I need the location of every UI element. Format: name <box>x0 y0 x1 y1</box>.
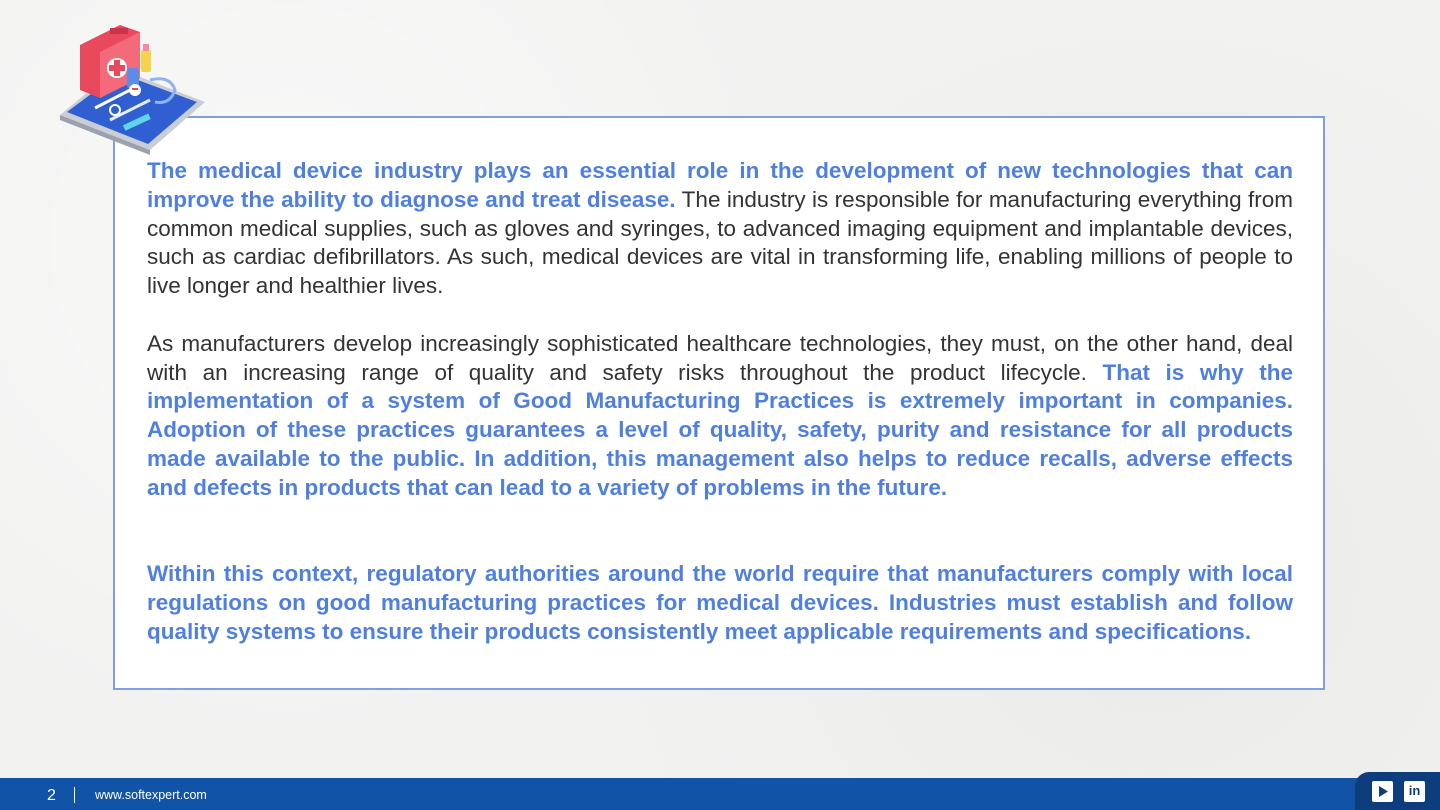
body-text <box>147 157 1293 647</box>
paragraph-2-highlight: That is why the implementation of a system of Good Manufacturing Practices is extremely important in companies. Adoption of these practices guarantees a level of quality, safety, purity and resistance for all products made available to the public. In addition, this management also helps to reduce recalls, adverse effects and defects in products that can lead to a variety of problems in the future. <box>147 359 1293 500</box>
social-tab <box>1355 772 1440 810</box>
paragraph-2 <box>147 330 1293 503</box>
paragraph-3 <box>147 560 1293 646</box>
footer-divider <box>74 787 75 803</box>
paragraph-3-highlight: Within this context, regulatory authorities around the world require that manufacturers comply with local regulations on good manufacturing practices for medical devices. Industries must establish and follow quality systems to ensure their products consistently meet applicable requirements and specifications. <box>147 561 1293 644</box>
linkedin-button[interactable] <box>1404 781 1425 802</box>
paragraph-2-text: As manufacturers develop increasingly sophisticated healthcare technologies, they must, on the other hand, deal with an increasing range of quality and safety risks throughout the product lifecycle. <box>147 330 1293 385</box>
paragraph-1 <box>147 157 1293 301</box>
youtube-button[interactable] <box>1372 781 1393 802</box>
website-link[interactable]: www.softexpert.com <box>95 788 207 802</box>
footer-bar <box>0 778 1440 810</box>
linkedin-icon: in <box>1408 783 1421 798</box>
paragraph-1-text: The industry is responsible for manufacturing everything from common medical supplies, such as gloves and syringes, to advanced imaging equipment and implantable devices, such as cardiac defibrillators. As such, medical devices are vital in transforming life, enabling millions of people to live longer and healthier lives. <box>147 186 1294 299</box>
page-number: 2 <box>47 787 56 804</box>
paragraph-1-highlight: The medical device industry plays an essential role in the development of new technologies that can improve the ability to diagnose and treat disease. <box>147 158 1293 212</box>
play-icon <box>1372 781 1393 802</box>
medical-kit-illustration <box>55 20 215 155</box>
